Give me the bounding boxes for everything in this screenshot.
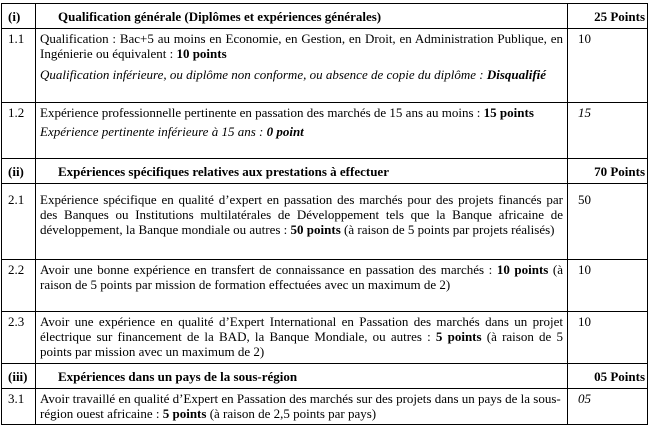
criterion-description (36, 389, 568, 425)
criterion-points: 10 (568, 260, 648, 312)
scoring-table (1, 3, 648, 425)
criterion-row (2, 260, 648, 312)
section-header-subregion (2, 364, 648, 389)
criterion-text-main: Qualification : Bac+5 au moins en Economie, en Gestion, en Droit, en Administration Publique, en Ingénierie ou équivalent : (40, 31, 563, 61)
criterion-points-bold: 10 points (496, 262, 549, 277)
criterion-note-bold: 0 point (266, 124, 304, 139)
criterion-row (2, 184, 648, 260)
section-points: 70 Points (568, 159, 648, 184)
section-number: (iii) (2, 364, 36, 389)
criterion-note-text: Qualification inférieure, ou diplôme non conforme, ou absence de copie du diplôme : (40, 67, 487, 82)
criterion-number: 2.2 (2, 260, 36, 312)
section-header-general (2, 4, 648, 29)
section-title: Expériences dans un pays de la sous-région (36, 364, 568, 389)
criterion-number: 1.1 (2, 29, 36, 103)
criterion-number: 2.1 (2, 184, 36, 260)
criterion-points: 50 (568, 184, 648, 260)
criterion-points-bold: 15 points (483, 105, 534, 120)
criterion-text-main: Expérience spécifique en qualité d’expert en passation des marchés pour des projets financés par des Banques ou Institutions multilatérales de Développement tels que la Banque africaine de développement, la Banque mondiale ou autres : (40, 192, 563, 237)
criterion-row (2, 312, 648, 364)
criterion-description (36, 184, 568, 260)
criterion-text-main: Expérience professionnelle pertinente en passation des marchés de 15 ans au moins : (40, 105, 484, 120)
criterion-description (36, 29, 568, 103)
criterion-points-bold: 50 points (290, 222, 341, 237)
criterion-description (36, 260, 568, 312)
criterion-points-bold: 5 points (162, 406, 207, 421)
section-title: Qualification générale (Diplômes et expériences générales) (36, 4, 568, 29)
criterion-row (2, 103, 648, 159)
criterion-points: 10 (568, 29, 648, 103)
section-title: Expériences spécifiques relatives aux prestations à effectuer (36, 159, 568, 184)
criterion-text-main: Avoir une expérience en qualité d’Expert International en Passation des marchés dans un projet électrique sur financement de la BAD, la Banque Mondiale, ou autres : (40, 314, 563, 344)
criterion-points-bold: 10 points (176, 46, 227, 61)
criterion-points: 10 (568, 312, 648, 364)
section-points: 05 Points (568, 364, 648, 389)
criterion-text-suffix: (à raison de 5 points par mission avec un maximum de 2) (40, 329, 564, 359)
criterion-points-bold: 5 points (435, 329, 482, 344)
criterion-description (36, 312, 568, 364)
criterion-text-suffix: (à raison de 2,5 points par pays) (206, 406, 377, 421)
criterion-row (2, 29, 648, 103)
criterion-text-suffix: (à raison de 5 points par mission de formation effectuées avec un maximum de 2) (40, 262, 564, 292)
criterion-note-bold: Disqualifié (486, 67, 547, 82)
section-points: 25 Points (568, 4, 648, 29)
criterion-description (36, 103, 568, 159)
criterion-note (40, 124, 563, 139)
section-number: (ii) (2, 159, 36, 184)
criterion-points: 05 (568, 389, 648, 425)
criterion-number: 3.1 (2, 389, 36, 425)
criterion-text-main: Avoir travaillé en qualité d’Expert en Passation des marchés sur des projets dans un pays de la sous-région ouest africaine : (40, 391, 561, 421)
criterion-row (2, 389, 648, 425)
criterion-text (40, 31, 563, 61)
criterion-note (40, 67, 563, 82)
criterion-points: 15 (568, 103, 648, 159)
criterion-text-main: Avoir une bonne expérience en transfert de connaissance en passation des marchés : (40, 262, 497, 277)
criterion-text-suffix: (à raison de 5 points par projets réalisés) (340, 222, 555, 237)
criterion-text (40, 105, 563, 120)
criterion-number: 2.3 (2, 312, 36, 364)
criterion-note-text: Expérience pertinente inférieure à 15 ans : (40, 124, 267, 139)
section-header-specific (2, 159, 648, 184)
section-number: (i) (2, 4, 36, 29)
criterion-number: 1.2 (2, 103, 36, 159)
